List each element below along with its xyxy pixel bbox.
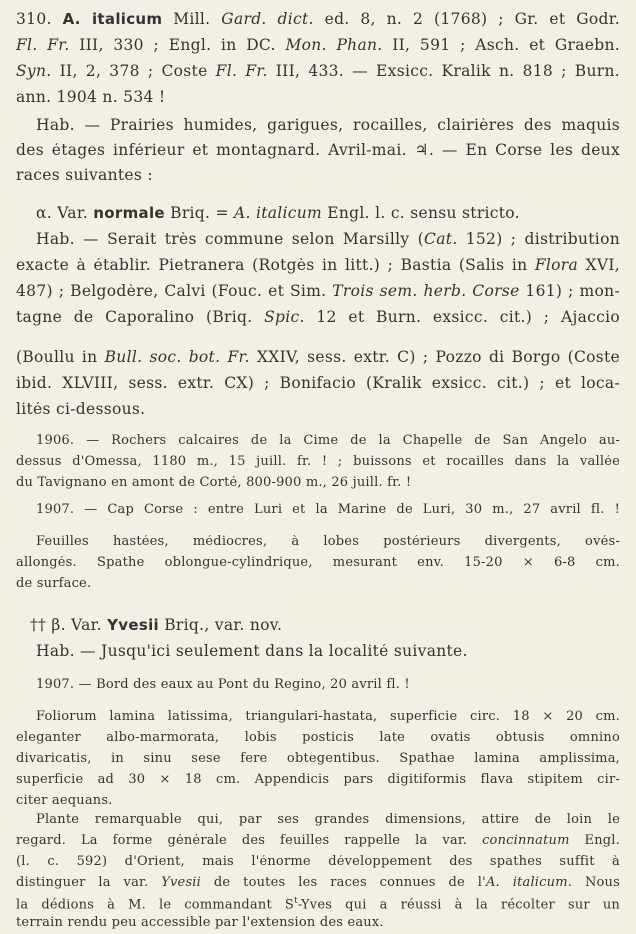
latin-diagnosis-5: citer aequans. [16, 794, 113, 807]
var-beta-hab: Hab. — Jusqu'ici seulement dans la localité suivante. [36, 644, 468, 660]
var-alpha-hab-5: (Boullu in Bull. soc. bot. Fr. XXIV, sess. extr. C) ; Pozzo di Borgo (Coste [16, 350, 620, 366]
french-remark-4: distinguer la var. Yvesii de toutes les races connues de l'A. italicum. Nous [16, 876, 620, 889]
latin-diagnosis-2: eleganter albo-marmorata, lobis posticis late ovatis obtusis omnino [16, 731, 620, 744]
obs-1906-line-1: 1906. — Rochers calcaires de la Cime de la Chapelle de San Angelo au- [36, 434, 620, 447]
entry-heading-line-4: ann. 1904 n. 534 ! [16, 90, 166, 106]
var-beta-heading: †† β. Var. Yvesii Briq., var. nov. [30, 618, 283, 634]
obs-1906-line-3: du Tavignano en amont de Corté, 800-900 m., 26 juill. fr. ! [16, 476, 412, 489]
french-remark-5: la dédions à M. le commandant $S^t$-Yves qui a réussi à la récolter sur un [16, 897, 620, 912]
french-remark-1: Plante remarquable qui, par ses grandes dimensions, attire de loin le [36, 813, 620, 826]
obs-1907-cap-corse: 1907. — Cap Corse : entre Luri et la Marine de Luri, 30 m., 27 avril fl. ! [36, 503, 620, 516]
alpha-description-1: Feuilles hastées, médiocres, à lobes postérieurs divergents, ovés- [36, 535, 620, 548]
latin-diagnosis-4: superficie ad 30 ⨯ 18 cm. Appendicis pars digitiformis flava stipitem cir- [16, 773, 620, 786]
var-alpha-hab-1: Hab. — Serait très commune selon Marsilly (Cat. 152) ; distribution [36, 232, 620, 248]
entry-number: 310. [16, 12, 52, 28]
var-alpha-hab-6: ibid. XLVIII, sess. extr. CX) ; Bonifacio (Kralik exsicc. cit.) ; et loca- [16, 376, 620, 392]
french-remark-3: (l. c. 592) d'Orient, mais l'énorme développement des spathes suffit à [16, 855, 620, 868]
obs-1906-line-2: dessus d'Omessa, 1180 m., 15 juill. fr. ! ; buissons et rocailles dans la vallée [16, 455, 620, 468]
var-beta-obs-1907: 1907. — Bord des eaux au Pont du Regino, 20 avril fl. ! [36, 678, 410, 691]
habitat-line-1: Hab. — Prairies humides, garigues, rocailles, clairières des maquis [36, 118, 620, 134]
species-name: A. italicum [62, 12, 163, 28]
double-dagger-icon: †† [30, 618, 47, 634]
french-remark-6: terrain rendu peu accessible par l'extension des eaux. [16, 916, 384, 929]
var-alpha-hab-7: lités ci-dessous. [16, 402, 146, 418]
var-alpha-hab-2: exacte à établir. Pietranera (Rotgès in litt.) ; Bastia (Salis in Flora XVI, [16, 258, 620, 274]
habitat-line-3: races suivantes : [16, 168, 153, 184]
var-alpha-heading: α. Var. normale Briq. = A. italicum Engl. l. c. sensu stricto. [36, 206, 520, 222]
entry-heading-line-1: 310. A. italicum Mill. Gard. dict. ed. 8, n. 2 (1768) ; Gr. et Godr. [16, 12, 620, 28]
var-alpha-hab-3: 487) ; Belgodère, Calvi (Fouc. et Sim. Trois sem. herb. Corse 161) ; mon- [16, 284, 620, 300]
latin-diagnosis-1: Foliorum lamina latissima, triangulari-hastata, superficie circ. 18 ⨯ 20 cm. [36, 710, 620, 723]
alpha-description-2: allongés. Spathe oblongue-cylindrique, mesurant env. 15-20 ⨯ 6-8 cm. [16, 556, 620, 569]
entry-heading-line-2: Fl. Fr. III, 330 ; Engl. in DC. Mon. Phan. II, 591 ; Asch. et Graebn. [16, 38, 620, 54]
alpha-description-3: de surface. [16, 577, 92, 590]
habitat-line-2: des étages inférieur et montagnard. Avril-mai. ♃. — En Corse les deux [16, 143, 620, 159]
french-remark-2: regard. La forme générale des feuilles rappelle la var. concinnatum Engl. [16, 834, 620, 847]
entry-heading-line-3: Syn. II, 2, 378 ; Coste Fl. Fr. III, 433. — Exsicc. Kralik n. 818 ; Burn. [16, 64, 620, 80]
latin-diagnosis-3: divaricatis, in sinu sese fere obtegentibus. Spathae lamina amplissima, [16, 752, 620, 765]
var-alpha-hab-4: tagne de Caporalino (Briq. Spic. 12 et Burn. exsicc. cit.) ; Ajaccio [16, 310, 620, 326]
